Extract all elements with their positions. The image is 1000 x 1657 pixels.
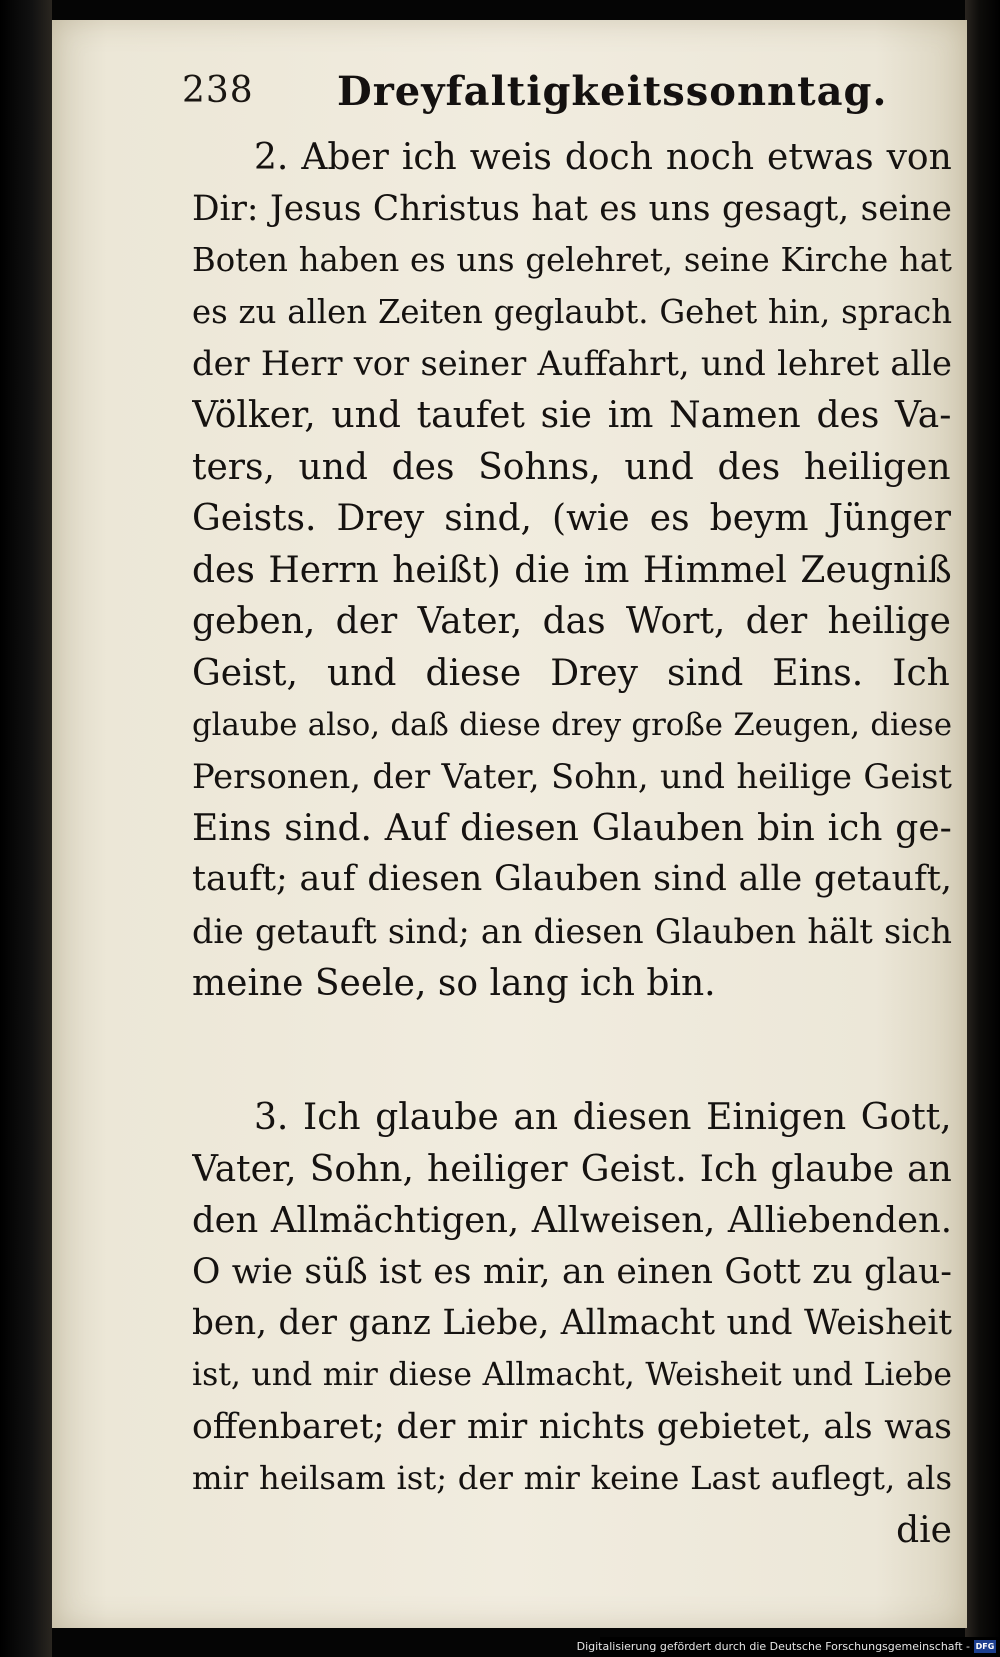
catchword: die [896,1509,952,1551]
digitization-credit: Digitalisierung gefördert durch die Deutsche Forschungsgemeinschaft - [576,1640,970,1653]
text-line: des Herrn heißt) die im Himmel Zeugniß [192,549,952,591]
book-page [52,20,967,1628]
text-line: glaube also, daß diese drey große Zeugen, diese [192,706,952,743]
running-head: Dreyfaltigkeitssonntag. [337,68,888,115]
text-line: tauft; auf diesen Glauben sind alle getauft, [192,859,952,900]
text-line: ben, der ganz Liebe, Allmacht und Weisheit [192,1303,952,1344]
paragraph-2 [192,132,952,1009]
text-line: mir heilsam ist; der mir keine Last auflegt, als [192,1459,952,1498]
text-line: Dir: Jesus Christus hat es uns gesagt, seine [192,188,952,229]
paragraph-gap [192,1009,952,1092]
page-header [182,58,888,118]
page-number: 238 [182,70,254,111]
text-line: Eins sind. Auf diesen Glauben bin ich ge- [192,807,952,849]
book-edge-right [965,0,1000,1640]
text-line: Völker, und taufet sie im Namen des Va- [192,394,952,436]
text-line: der Herr vor seiner Auffahrt, und lehret alle [192,344,952,384]
text-line: 3. Ich glaube an diesen Einigen Gott, [254,1097,952,1139]
text-line: ters, und des Sohns, und des heiligen [192,446,951,488]
paragraph-3 [192,1092,952,1505]
text-line: 2. Aber ich weis doch noch etwas von [254,137,952,178]
text-line: meine Seele, so lang ich bin. [192,962,716,1004]
text-line: die getauft sind; an diesen Glauben hält sich [192,911,952,951]
book-spine-left [0,0,52,1657]
text-line: Geist, und diese Drey sind Eins. Ich [192,652,950,694]
text-line: offenbaret; der mir nichts gebietet, als was [192,1406,952,1447]
text-line: Geists. Drey sind, (wie es beym Jünger [192,498,951,540]
text-line: geben, der Vater, das Wort, der heilige [192,601,951,643]
text-line: Boten haben es uns gelehret, seine Kirche hat [192,241,952,280]
text-line: es zu allen Zeiten geglaubt. Gehet hin, sprach [192,292,952,331]
text-line: O wie süß ist es mir, an einen Gott zu glau- [192,1251,952,1292]
body-text [192,132,952,1556]
dfg-logo-icon: DFG [975,1642,995,1651]
text-line: Personen, der Vater, Sohn, und heilige Geist [192,757,952,797]
text-line: ist, und mir diese Allmacht, Weisheit und Liebe [192,1357,952,1394]
text-line: Vater, Sohn, heiliger Geist. Ich glaube an [192,1148,952,1190]
text-line: den Allmächtigen, Allweisen, Alliebenden. [192,1200,952,1242]
